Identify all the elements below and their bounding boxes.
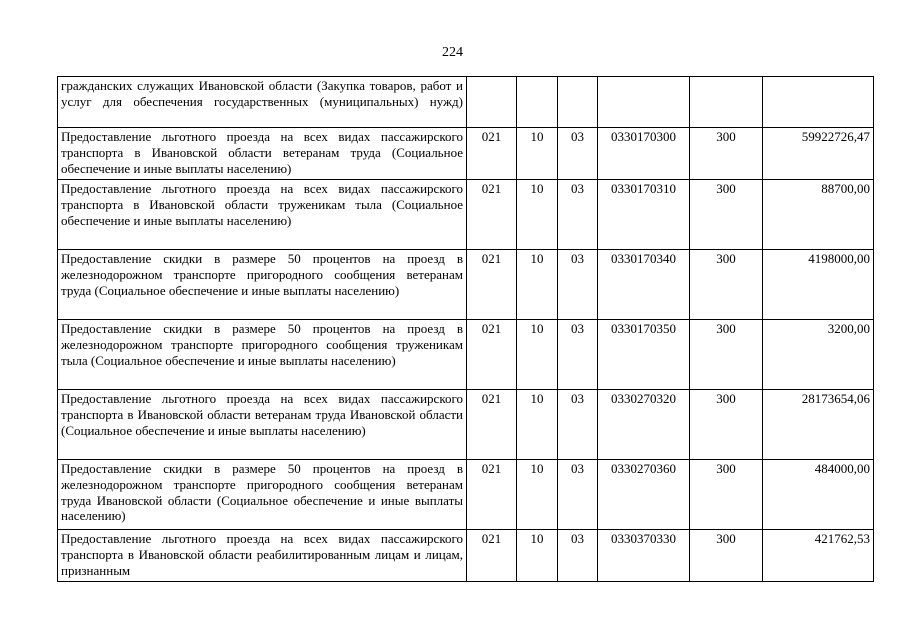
target-article-code — [598, 77, 690, 128]
subsection-code: 03 — [558, 320, 598, 390]
admin-code: 021 — [467, 250, 517, 320]
row-description: Предоставление льготного проезда на всех видах пассажирского транспорта в Ивановской области ветеранам труда Ивановской области (Социальное обеспечение и иные выплаты населению) — [58, 390, 467, 460]
admin-code: 021 — [467, 460, 517, 530]
admin-code — [467, 77, 517, 128]
expense-type-code: 300 — [690, 530, 763, 582]
expense-type-code: 300 — [690, 320, 763, 390]
amount: 484000,00 — [763, 460, 874, 530]
row-description: Предоставление скидки в размере 50 процентов на проезд в железнодорожном транспорте пригородного сообщения труженикам тыла (Социальное обеспечение и иные выплаты населению) — [58, 320, 467, 390]
subsection-code: 03 — [558, 128, 598, 180]
amount: 59922726,47 — [763, 128, 874, 180]
amount: 4198000,00 — [763, 250, 874, 320]
admin-code: 021 — [467, 128, 517, 180]
budget-table — [57, 76, 874, 582]
target-article-code: 0330170350 — [598, 320, 690, 390]
row-description: гражданских служащих Ивановской области (Закупка товаров, работ и услуг для обеспечения государственных (муниципальных) нужд) — [58, 77, 467, 128]
amount: 3200,00 — [763, 320, 874, 390]
target-article-code: 0330270320 — [598, 390, 690, 460]
table-row — [58, 320, 874, 390]
expense-type-code: 300 — [690, 390, 763, 460]
table-row — [58, 180, 874, 250]
table-row — [58, 77, 874, 128]
amount: 421762,53 — [763, 530, 874, 582]
expense-type-code — [690, 77, 763, 128]
subsection-code: 03 — [558, 460, 598, 530]
section-code: 10 — [517, 180, 558, 250]
expense-type-code: 300 — [690, 250, 763, 320]
expense-type-code: 300 — [690, 128, 763, 180]
admin-code: 021 — [467, 180, 517, 250]
row-description: Предоставление льготного проезда на всех видах пассажирского транспорта в Ивановской области ветеранам труда (Социальное обеспечение и иные выплаты населению) — [58, 128, 467, 180]
table-row — [58, 390, 874, 460]
expense-type-code: 300 — [690, 180, 763, 250]
row-description: Предоставление скидки в размере 50 процентов на проезд в железнодорожном транспорте пригородного сообщения ветеранам труда Ивановской области (Социальное обеспечение и иные выплаты населению) — [58, 460, 467, 530]
row-description: Предоставление скидки в размере 50 процентов на проезд в железнодорожном транспорте пригородного сообщения ветеранам труда (Социальное обеспечение и иные выплаты населению) — [58, 250, 467, 320]
table-row — [58, 128, 874, 180]
section-code: 10 — [517, 390, 558, 460]
target-article-code: 0330170310 — [598, 180, 690, 250]
target-article-code: 0330170300 — [598, 128, 690, 180]
amount: 88700,00 — [763, 180, 874, 250]
table-row — [58, 460, 874, 530]
row-description: Предоставление льготного проезда на всех видах пассажирского транспорта в Ивановской области реабилитированным лицам и лицам, признанным — [58, 530, 467, 582]
table-row — [58, 250, 874, 320]
target-article-code: 0330270360 — [598, 460, 690, 530]
admin-code: 021 — [467, 390, 517, 460]
row-description: Предоставление льготного проезда на всех видах пассажирского транспорта в Ивановской области труженикам тыла (Социальное обеспечение и иные выплаты населению) — [58, 180, 467, 250]
table-row — [58, 530, 874, 582]
subsection-code: 03 — [558, 250, 598, 320]
page-number: 224 — [442, 45, 463, 60]
admin-code: 021 — [467, 320, 517, 390]
subsection-code: 03 — [558, 390, 598, 460]
subsection-code: 03 — [558, 180, 598, 250]
section-code: 10 — [517, 460, 558, 530]
amount — [763, 77, 874, 128]
target-article-code: 0330170340 — [598, 250, 690, 320]
section-code — [517, 77, 558, 128]
section-code: 10 — [517, 128, 558, 180]
target-article-code: 0330370330 — [598, 530, 690, 582]
section-code: 10 — [517, 530, 558, 582]
subsection-code — [558, 77, 598, 128]
expense-type-code: 300 — [690, 460, 763, 530]
section-code: 10 — [517, 250, 558, 320]
admin-code: 021 — [467, 530, 517, 582]
amount: 28173654,06 — [763, 390, 874, 460]
subsection-code: 03 — [558, 530, 598, 582]
section-code: 10 — [517, 320, 558, 390]
